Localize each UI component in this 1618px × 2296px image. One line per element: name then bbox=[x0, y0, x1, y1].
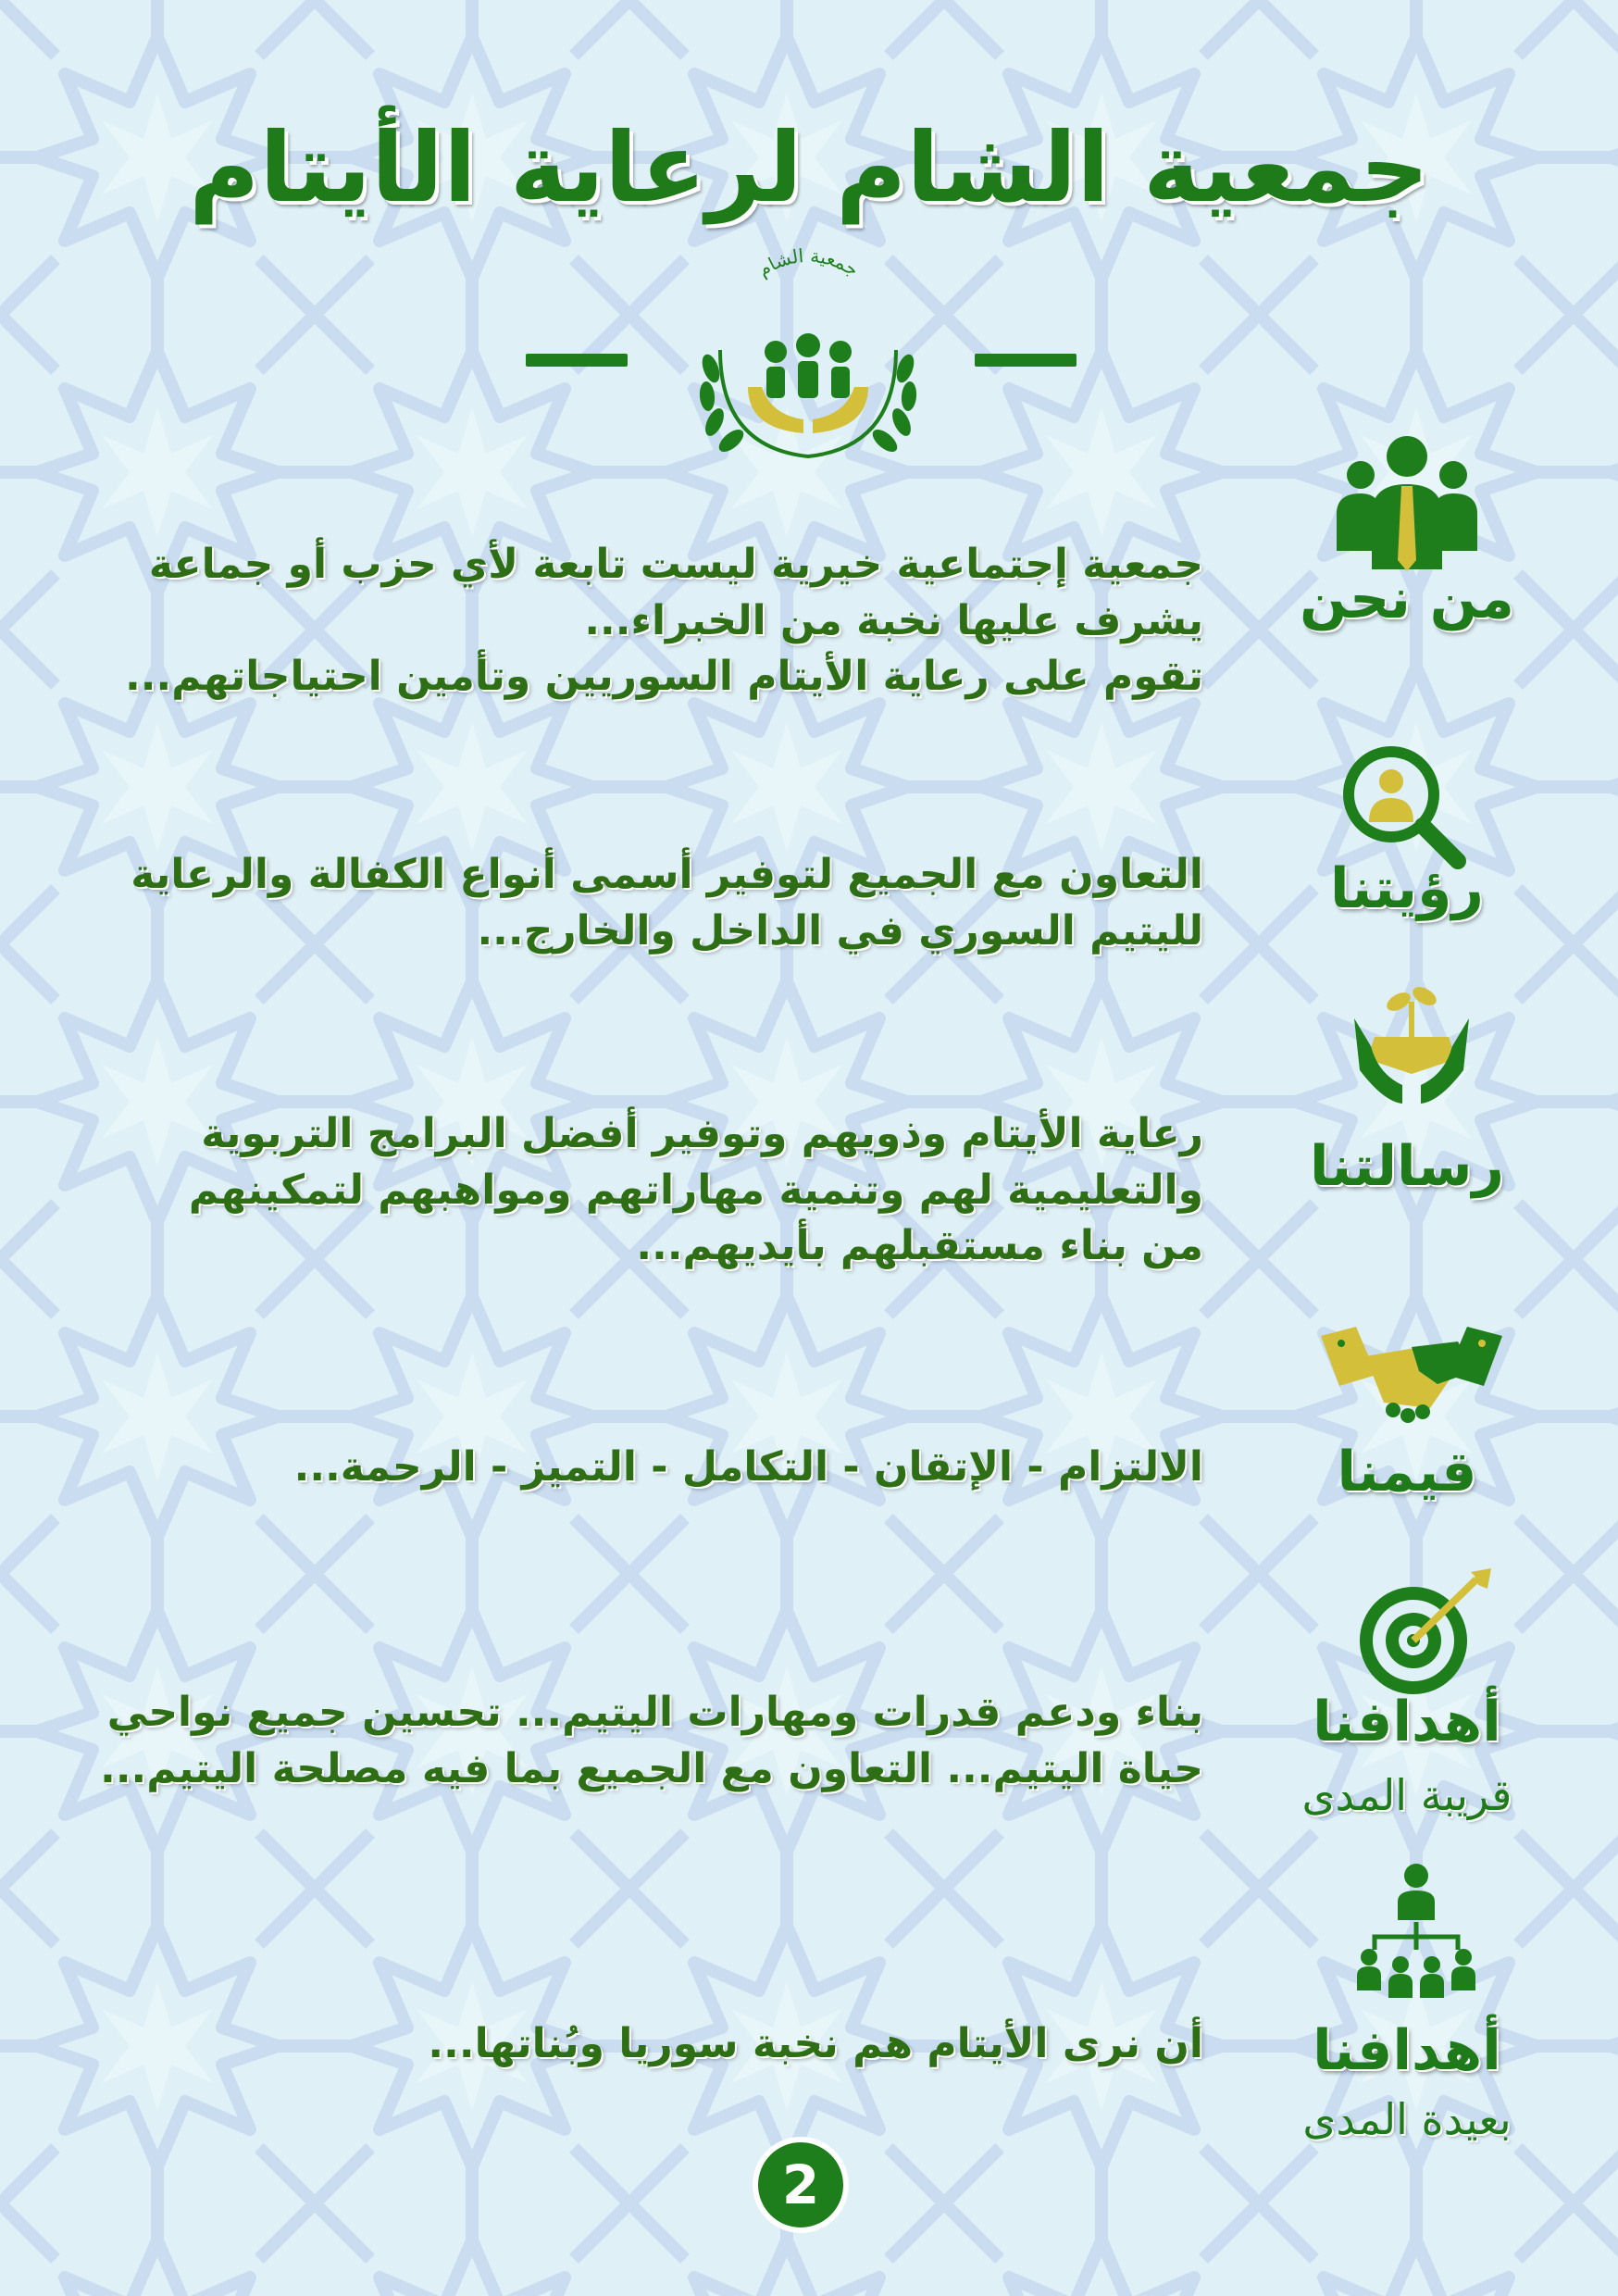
hierarchy-people-icon bbox=[1356, 1861, 1476, 2000]
section-label-goals-long: أهدافنا bbox=[1313, 2018, 1501, 2083]
page-number-badge: 2 bbox=[753, 2137, 849, 2233]
logo-ring-text: جمعية الشام bbox=[753, 248, 864, 281]
section-sublabel-short-term: قريبة المدى bbox=[1301, 1770, 1512, 1820]
magnifier-person-icon bbox=[1338, 741, 1467, 870]
handshake-icon bbox=[1319, 1319, 1504, 1440]
title-divider-left bbox=[526, 354, 628, 367]
section-label-values: قيمنا bbox=[1337, 1440, 1477, 1504]
section-label-mission: رسالتنا bbox=[1309, 1134, 1505, 1199]
section-label-about: من نحن bbox=[1300, 567, 1514, 631]
association-logo bbox=[683, 248, 933, 466]
about-text: جمعية إجتماعية خيرية ليست تابعة لأي حزب أو جماعة يشرف عليها نخبة من الخبراء... تقوم على رعاية الأيتام السوريين وتأمين احتياجاتهم... bbox=[125, 541, 1203, 701]
long-term-goals-text: أن نرى الأيتام هم نخبة سوريا وبُناتها... bbox=[428, 2020, 1203, 2067]
team-leader-icon bbox=[1333, 430, 1481, 579]
target-arrow-icon bbox=[1356, 1565, 1495, 1703]
section-label-vision: رؤيتنا bbox=[1330, 856, 1484, 921]
vision-text: التعاون مع الجميع لتوفير أسمى أنواع الكفالة والرعاية لليتيم السوري في الداخل والخارج... bbox=[131, 851, 1203, 955]
hands-plant-icon bbox=[1347, 981, 1476, 1111]
page-title: جمعية الشام لرعاية الأيتام bbox=[189, 111, 1429, 224]
title-divider-right bbox=[975, 354, 1077, 367]
short-term-goals-text: بناء ودعم قدرات ومهارات اليتيم... تحسين جميع نواحي حياة اليتيم... التعاون مع الجميع بما فيه مصلحة اليتيم... bbox=[100, 1689, 1203, 1792]
section-sublabel-long-term: بعيدة المدى bbox=[1302, 2094, 1512, 2144]
values-text: الالتزام - الإتقان - التكامل - التميز - الرحمة... bbox=[293, 1443, 1203, 1491]
mission-text: رعاية الأيتام وذويهم وتوفير أفضل البرامج التربوية والتعليمية لهم وتنمية مهاراتهم ومواهبهم لتمكينهم من بناء مستقبلهم بأيديهم... bbox=[188, 1110, 1203, 1270]
section-label-goals-short: أهدافنا bbox=[1313, 1690, 1501, 1754]
